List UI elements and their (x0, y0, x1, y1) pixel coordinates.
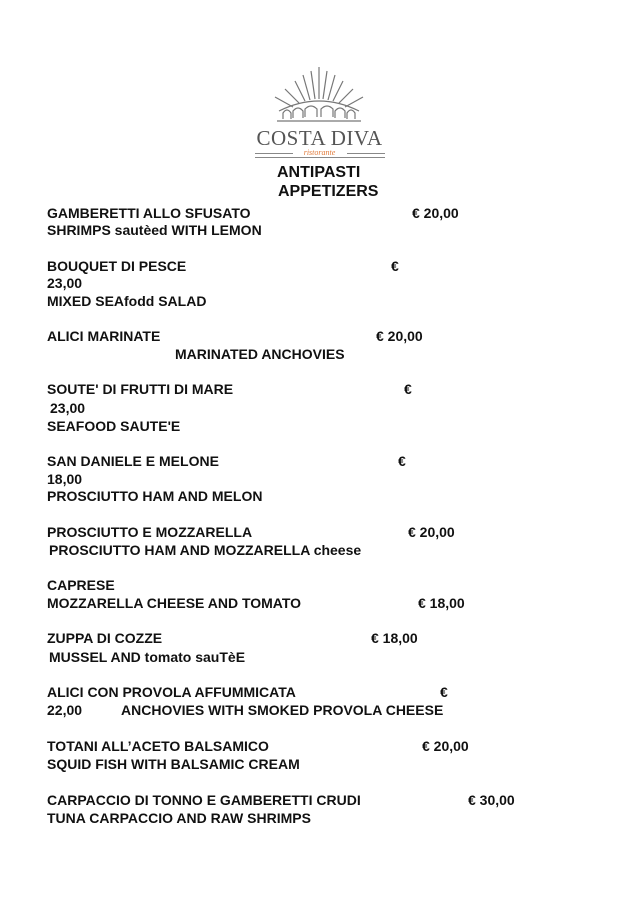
item-name: BOUQUET DI PESCE (47, 258, 187, 274)
heading-appetizers: APPETIZERS (278, 183, 379, 200)
logo-name: COSTA DIVA (256, 126, 383, 150)
item-translation: PROSCIUTTO HAM AND MELON (47, 488, 263, 504)
item-name: PROSCIUTTO E MOZZARELLA (47, 524, 253, 540)
item-translation: MUSSEL AND tomato sauTèE (49, 649, 246, 665)
item-translation: MARINATED ANCHOVIES (175, 346, 345, 362)
item-price: € 18,00 (418, 595, 465, 611)
item-currency: € (440, 684, 448, 700)
item-translation: SEAFOOD SAUTE'E (47, 418, 181, 434)
item-name: GAMBERETTI ALLO SFUSATO (47, 205, 251, 221)
item-name: ALICI CON PROVOLA AFFUMMICATA (47, 684, 296, 700)
item-price: 23,00 (47, 275, 83, 291)
item-price: € 20,00 (376, 328, 423, 344)
item-price: € 30,00 (468, 792, 515, 808)
item-price: € 20,00 (408, 524, 455, 540)
item-price: 23,00 (50, 400, 86, 416)
item-name: ALICI MARINATE (47, 328, 161, 344)
item-currency: € (398, 453, 406, 469)
item-name: SOUTE' DI FRUTTI DI MARE (47, 381, 234, 397)
item-price: € 20,00 (422, 738, 469, 754)
logo-divider (255, 157, 385, 158)
item-translation: MOZZARELLA CHEESE AND TOMATO (47, 595, 302, 611)
heading-antipasti: ANTIPASTI (277, 164, 361, 181)
item-translation: SQUID FISH WITH BALSAMIC CREAM (47, 756, 300, 772)
item-name: CARPACCIO DI TONNO E GAMBERETTI CRUDI (47, 792, 361, 808)
item-price: € 20,00 (412, 205, 459, 221)
item-name: TOTANI ALL’ACETO BALSAMICO (47, 738, 269, 754)
item-currency: € (404, 381, 412, 397)
item-currency: € (391, 258, 399, 274)
item-translation: SHRIMPS sautèed WITH LEMON (47, 222, 262, 238)
item-translation: ANCHOVIES WITH SMOKED PROVOLA CHEESE (121, 702, 444, 718)
logo-tagline: ristorante (303, 148, 336, 157)
item-price: € 18,00 (371, 630, 418, 646)
item-price: 22,00 (47, 702, 83, 718)
item-translation: MIXED SEAfodd SALAD (47, 293, 207, 309)
item-name: ZUPPA DI COZZE (47, 630, 163, 646)
item-price: 18,00 (47, 471, 83, 487)
item-translation: PROSCIUTTO HAM AND MOZZARELLA cheese (49, 542, 362, 558)
item-name: CAPRESE (47, 577, 115, 593)
item-name: SAN DANIELE E MELONE (47, 453, 219, 469)
item-translation: TUNA CARPACCIO AND RAW SHRIMPS (47, 810, 311, 826)
